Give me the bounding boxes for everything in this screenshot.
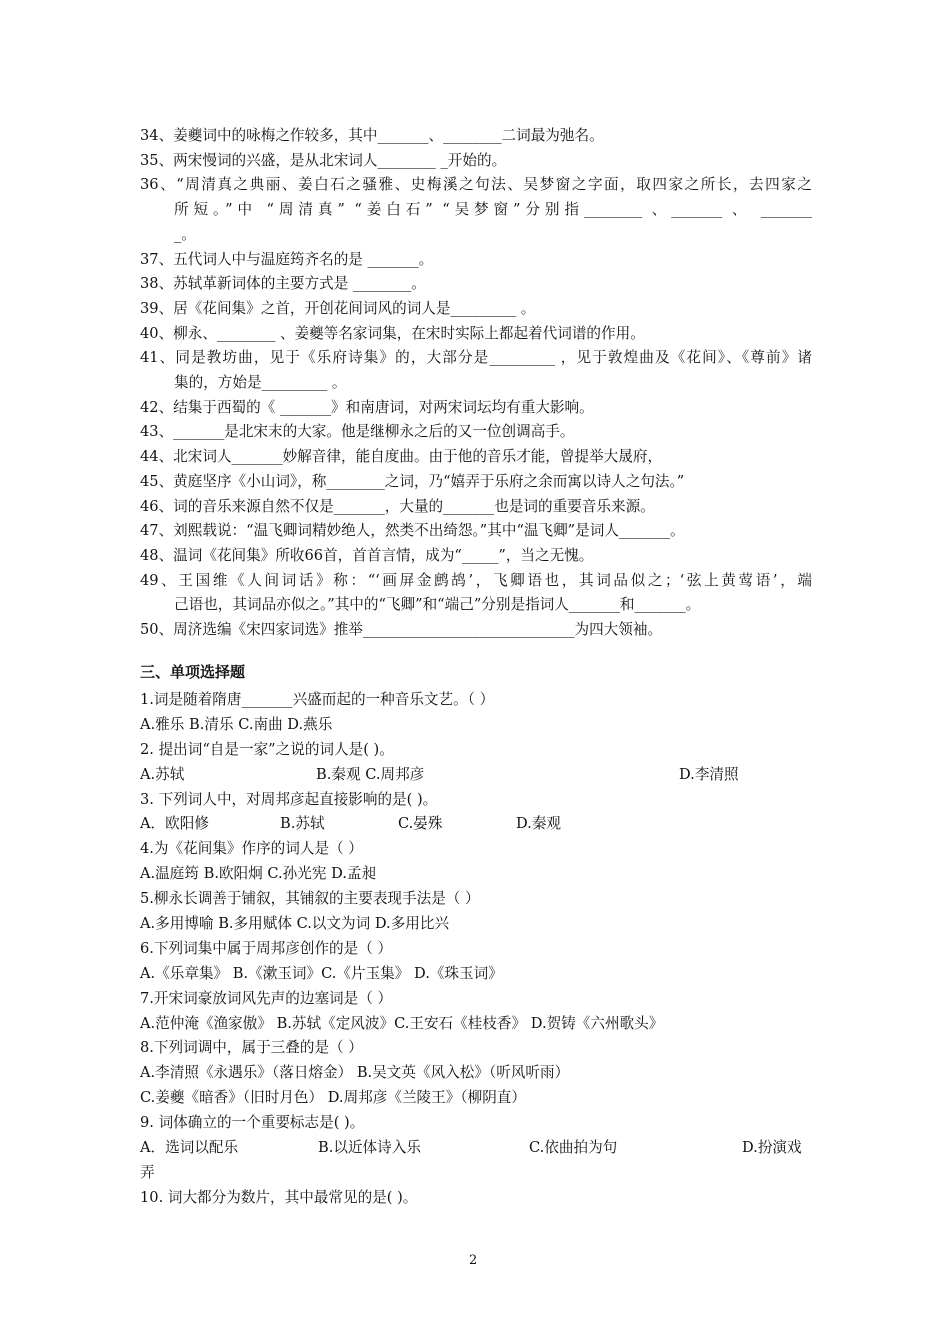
answer-option: C.晏殊 (398, 815, 443, 833)
answer-options: A.《乐章集》 B.《漱玉词》C.《片玉集》 D.《珠玉词》 (140, 964, 503, 982)
answer-options: A.雅乐 B.清乐 C.南曲 D.燕乐 (140, 715, 333, 733)
fill-blank-line: _。 (174, 225, 196, 243)
answer-option: A．选词以配乐 (140, 1139, 239, 1157)
fill-blank-line: 41、同是教坊曲，见于《乐府诗集》的，大部分是_________ ，见于敦煌曲及《花间》、《尊前》诸 (140, 349, 812, 367)
fill-blank-line: 38、苏轼革新词体的主要方式是 ________。 (140, 275, 426, 293)
answer-option: D.秦观 (516, 815, 562, 833)
page-number: 2 (469, 1253, 478, 1268)
fill-blank-line: 37、五代词人中与温庭筠齐名的是 _______。 (140, 250, 434, 268)
fill-blank-line: 己语也，其词品亦似之。”其中的“飞卿”和“端己”分别是指词人_______和_______。 (174, 596, 701, 614)
question-stem: 2. 提出词“自是一家”之说的词人是( )。 (140, 740, 394, 758)
fill-blank-line: 42、结集于西蜀的《 _______》和南唐词，对两宋词坛均有重大影响。 (140, 398, 594, 416)
answer-option: B.秦观 C.周邦彦 (316, 765, 425, 783)
answer-option-wrap: 弄 (140, 1163, 155, 1181)
question-stem: 6.下列词集中属于周邦彦创作的是（ ） (140, 939, 393, 957)
fill-blank-line: 35、两宋慢词的兴盛，是从北宋词人________ _开始的。 (140, 151, 507, 169)
fill-blank-line: 48、温词《花间集》所收66首，首首言情，成为“_____”，当之无愧。 (140, 546, 594, 564)
fill-blank-line: 39、居《花间集》之首，开创花间词风的词人是_________ 。 (140, 299, 536, 317)
fill-blank-line: 36、“周清真之典丽、姜白石之骚雅、史梅溪之句法、吴梦窗之字面，取四家之所长，去四家之 (140, 176, 812, 194)
answer-options: A.温庭筠 B.欧阳炯 C.孙光宪 D.孟昶 (140, 865, 377, 883)
fill-blank-line: 46、词的音乐来源自然不仅是_______，大量的_______也是词的重要音乐来源。 (140, 497, 655, 515)
fill-blank-line: 40、柳永、________ 、姜夔等名家词集，在宋时实际上都起着代词谱的作用。 (140, 324, 645, 342)
answer-options: A.李清照《永遇乐》（落日熔金） B.吴文英《风入松》（听风听雨） (140, 1064, 570, 1082)
answer-options: C.姜夔《暗香》（旧时月色） D.周邦彦《兰陵王》（柳阴直） (140, 1089, 526, 1107)
fill-blank-line: 47、刘熙载说：“温飞卿词精妙绝人，然类不出绮怨。”其中“温飞卿”是词人_______。 (140, 522, 685, 540)
question-stem: 5.柳永长调善于铺叙，其铺叙的主要表现手法是（ ） (140, 890, 480, 908)
answer-options: A.多用博喻 B.多用赋体 C.以文为词 D.多用比兴 (140, 915, 450, 933)
question-stem: 1.词是随着隋唐_______兴盛而起的一种音乐文艺。（ ） (140, 691, 495, 708)
fill-blank-line: 集的，方始是_________ 。 (174, 374, 347, 391)
answer-option: B.以近体诗入乐 (318, 1139, 421, 1157)
fill-blank-line: 45、黄庭坚序《小山词》，称________之词，乃“嬉弄于乐府之余而寓以诗人之句法。” (140, 472, 685, 490)
answer-option: B.苏轼 (280, 815, 325, 833)
answer-option: A.苏轼 (140, 765, 185, 783)
answer-option: D.李清照 (679, 765, 739, 783)
question-stem: 7.开宋词豪放词风先声的边塞词是（ ） (140, 989, 393, 1007)
question-stem: 3. 下列词人中，对周邦彦起直接影响的是( )。 (140, 790, 438, 808)
question-stem: 4.为《花间集》作序的词人是（ ） (140, 840, 363, 858)
fill-blank-line: 44、北宋词人_______妙解音律，能自度曲。由于他的音乐才能，曾提举大晟府， (140, 448, 663, 466)
answer-options: A.范仲淹《渔家傲》 B.苏轼《定风波》C.王安石《桂枝香》 D.贺铸《六州歌头》 (140, 1014, 664, 1032)
question-stem: 9. 词体确立的一个重要标志是( )。 (140, 1114, 365, 1132)
question-stem: 10. 词大都分为数片，其中最常见的是( )。 (140, 1188, 418, 1206)
fill-blank-line: 34、姜夔词中的咏梅之作较多，其中_______、________二词最为弛名。 (140, 127, 604, 144)
answer-options (140, 1136, 812, 1161)
multiple-choice-section (140, 688, 812, 1211)
fill-blank-line: 所短。”中 “周清真” “姜白石” “吴梦窗”分别指________ 、_______ 、 _______ (174, 201, 812, 219)
fill-blank-line: 43、_______是北宋末的大家。他是继柳永之后的又一位创调高手。 (140, 423, 575, 441)
section-title: 三、单项选择题 (140, 663, 246, 681)
answer-option: D.扮演戏 (742, 1139, 802, 1157)
fill-blank-line: 50、周济选编《宋四家词选》推举_____________________________为四大领袖。 (140, 621, 663, 638)
fill-blank-line: 49、王国维《人间词话》称：“‘画屏金鹧鸪’，飞卿语也，其词品似之；‘弦上黄莺语’，端 (140, 571, 812, 589)
question-stem: 8.下列词调中，属于三叠的是（ ） (140, 1039, 363, 1057)
answer-options (140, 812, 812, 837)
answer-options (140, 763, 812, 788)
answer-option: A．欧阳修 (140, 815, 209, 833)
answer-option: C.依曲拍为句 (529, 1139, 618, 1157)
